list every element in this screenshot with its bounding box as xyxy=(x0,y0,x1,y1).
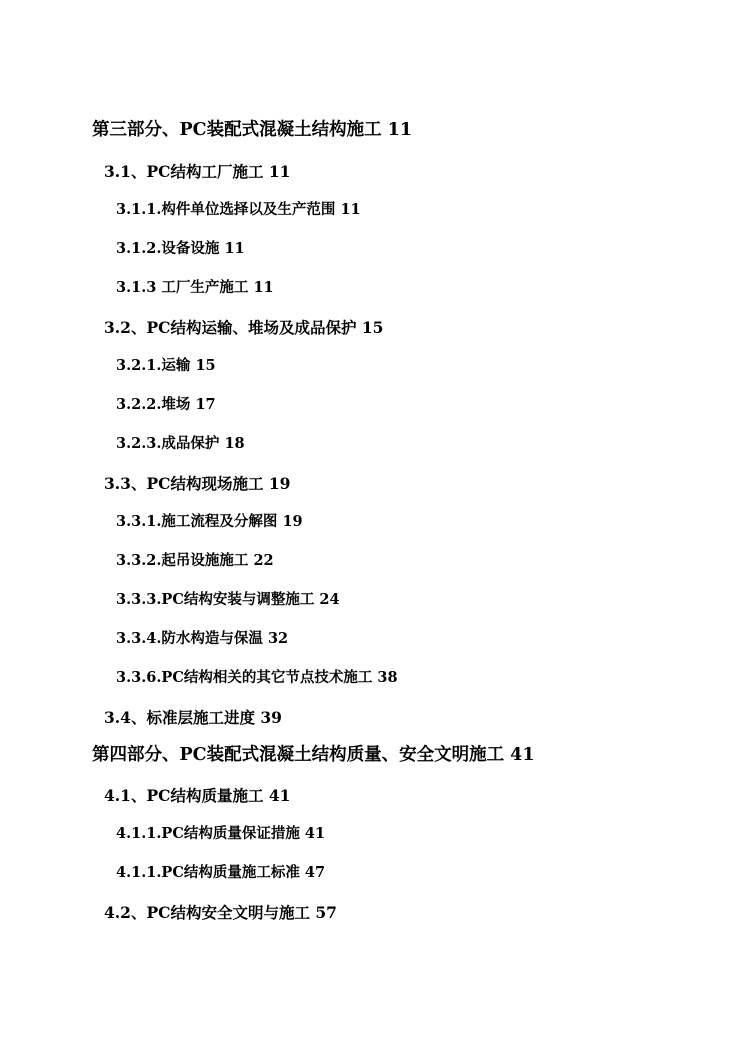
toc-entry-3-2[interactable]: 3.2、PC结构运输、堆场及成品保护 15 xyxy=(104,318,384,337)
toc-entry-3-3-4[interactable]: 3.3.4.防水构造与保温 32 xyxy=(116,630,289,647)
toc-entry-4-1[interactable]: 4.1、PC结构质量施工 41 xyxy=(104,786,291,805)
toc-entry-3-3-1[interactable]: 3.3.1.施工流程及分解图 19 xyxy=(116,513,303,530)
toc-entry-3-3[interactable]: 3.3、PC结构现场施工 19 xyxy=(104,474,291,493)
toc-entry-3-2-1[interactable]: 3.2.1.运输 15 xyxy=(116,357,216,374)
toc-entry-4-1-1-a[interactable]: 4.1.1.PC结构质量保证措施 41 xyxy=(116,825,326,842)
toc-entry-3-4[interactable]: 3.4、标准层施工进度 39 xyxy=(104,708,282,727)
toc-entry-3-1[interactable]: 3.1、PC结构工厂施工 11 xyxy=(104,162,291,181)
toc-entry-3-1-3[interactable]: 3.1.3 工厂生产施工 11 xyxy=(116,279,274,296)
toc-entry-4-2[interactable]: 4.2、PC结构安全文明与施工 57 xyxy=(104,903,337,922)
toc-entry-3-3-6[interactable]: 3.3.6.PC结构相关的其它节点技术施工 38 xyxy=(116,669,398,686)
toc-entry-4-1-1-b[interactable]: 4.1.1.PC结构质量施工标准 47 xyxy=(116,864,326,881)
toc-entry-3-2-2[interactable]: 3.2.2.堆场 17 xyxy=(116,396,216,413)
toc-entry-3-3-3[interactable]: 3.3.3.PC结构安装与调整施工 24 xyxy=(116,591,340,608)
toc-entry-3-2-3[interactable]: 3.2.3.成品保护 18 xyxy=(116,435,245,452)
toc-entry-3-1-2[interactable]: 3.1.2.设备设施 11 xyxy=(116,240,245,257)
toc-entry-3-3-2[interactable]: 3.3.2.起吊设施施工 22 xyxy=(116,552,274,569)
toc-entry-part-3[interactable]: 第三部分、PC装配式混凝土结构施工 11 xyxy=(92,120,413,140)
toc-entry-part-4[interactable]: 第四部分、PC装配式混凝土结构质量、安全文明施工 41 xyxy=(92,745,535,765)
toc-entry-3-1-1[interactable]: 3.1.1.构件单位选择以及生产范围 11 xyxy=(116,201,361,218)
